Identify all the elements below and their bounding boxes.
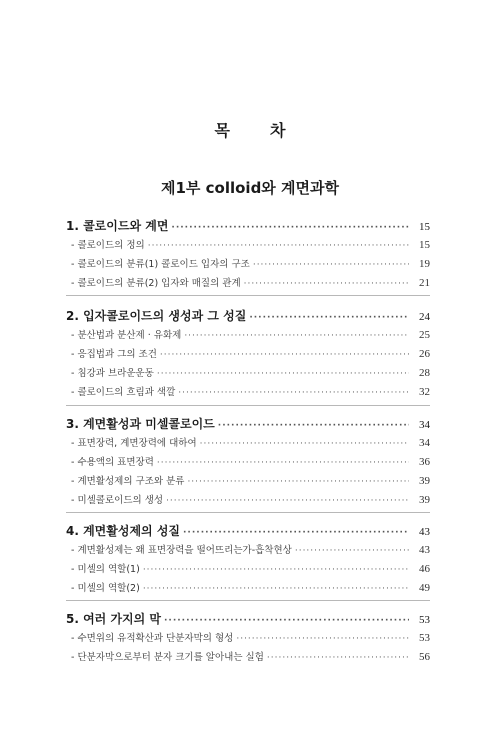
item-page: 28 [419,367,430,379]
leader-dots [187,473,409,492]
toc-item[interactable] [66,345,430,364]
chapter-heading[interactable] [66,609,430,629]
chapter-label: 4. 계면활성제의 성질 [66,524,181,538]
toc-heading-right: 차 [270,121,286,140]
item-label: - 콜로이드의 흐림과 색깔 [71,387,176,398]
part-title: 제1부 colloid와 계면과학 [161,179,339,197]
toc-item[interactable] [66,236,430,255]
item-page: 53 [419,632,430,644]
chapter-page: 43 [419,526,430,538]
chapter-label: 3. 계면활성과 미셀콜로이드 [66,417,215,431]
section-divider [66,405,430,406]
toc-heading [0,118,500,141]
item-label: - 계면활성제는 왜 표면장력을 떨어뜨리는가-흡착현상 [71,545,292,556]
toc-item[interactable] [66,326,430,345]
leader-dots [267,649,409,668]
toc-heading-left: 목 [214,121,230,140]
leader-dots [200,435,409,454]
item-label: - 콜로이드의 정의 [71,240,145,251]
toc-item[interactable] [66,629,430,648]
toc-item[interactable] [66,255,430,274]
toc-item[interactable] [66,579,430,598]
item-label: - 침강과 브라운운동 [71,368,154,379]
item-label: - 수면위의 유적확산과 단분자막의 형성 [71,633,234,644]
chapter-page: 24 [419,311,430,323]
leader-dots [249,308,409,328]
section-divider [66,600,430,601]
leader-dots [148,237,409,256]
chapter-page: 34 [419,419,430,431]
item-page: 19 [419,258,430,270]
chapter-label: 2. 입자콜로이드의 생성과 그 성질 [66,309,247,323]
leader-dots [143,561,409,580]
toc-item[interactable] [66,472,430,491]
chapter-heading[interactable] [66,521,430,541]
item-page: 49 [419,582,430,594]
item-page: 25 [419,329,430,341]
leader-dots [236,630,409,649]
chapter-label: 5. 여러 가지의 막 [66,612,161,626]
item-label: - 표면장력, 계면장력에 대하여 [71,438,197,449]
toc-item[interactable] [66,274,430,293]
chapter-4 [66,521,430,598]
item-page: 39 [419,494,430,506]
chapter-3 [66,414,430,510]
item-page: 21 [419,277,430,289]
chapter-5 [66,609,430,667]
section-divider [66,295,430,296]
item-label: - 미셀콜로이드의 생성 [71,495,164,506]
chapter-2 [66,306,430,402]
leader-dots [157,454,409,473]
leader-dots [295,542,409,561]
item-label: - 미셀의 역할(2) [71,583,140,594]
leader-dots [218,416,409,436]
item-label: - 계면활성제의 구조와 분류 [71,476,185,487]
item-label: - 응집법과 그의 조건 [71,349,157,360]
item-page: 36 [419,456,430,468]
leader-dots [171,218,409,238]
leader-dots [183,523,409,543]
chapter-label: 1. 콜로이드와 계면 [66,219,169,233]
item-page: 46 [419,563,430,575]
leader-dots [143,580,409,599]
chapter-1 [66,216,430,293]
toc-item[interactable] [66,383,430,402]
toc-item[interactable] [66,364,430,383]
toc-item[interactable] [66,541,430,560]
toc-item[interactable] [66,648,430,667]
toc-item[interactable] [66,491,430,510]
leader-dots [253,256,409,275]
toc-item[interactable] [66,434,430,453]
toc-item[interactable] [66,560,430,579]
item-page: 56 [419,651,430,663]
toc-item[interactable] [66,453,430,472]
item-page: 43 [419,544,430,556]
leader-dots [166,492,409,511]
item-label: - 분산법과 분산제 · 유화제 [71,330,182,341]
leader-dots [164,611,409,631]
chapter-page: 15 [419,221,430,233]
item-label: - 콜로이드의 분류(1) 콜로이드 입자의 구조 [71,259,250,270]
leader-dots [244,275,409,294]
item-page: 26 [419,348,430,360]
leader-dots [178,384,409,403]
item-page: 32 [419,386,430,398]
item-label: - 미셀의 역할(1) [71,564,140,575]
leader-dots [160,346,409,365]
chapter-heading[interactable] [66,216,430,236]
chapter-heading[interactable] [66,306,430,326]
leader-dots [184,327,409,346]
leader-dots [157,365,409,384]
item-label: - 단분자막으로부터 분자 크기를 알아내는 실험 [71,652,264,663]
item-label: - 콜로이드의 분류(2) 입자와 매질의 관계 [71,278,241,289]
item-page: 34 [419,437,430,449]
item-page: 15 [419,239,430,251]
chapter-heading[interactable] [66,414,430,434]
section-divider [66,512,430,513]
item-label: - 수용액의 표면장력 [71,457,154,468]
item-page: 39 [419,475,430,487]
chapter-page: 53 [419,614,430,626]
